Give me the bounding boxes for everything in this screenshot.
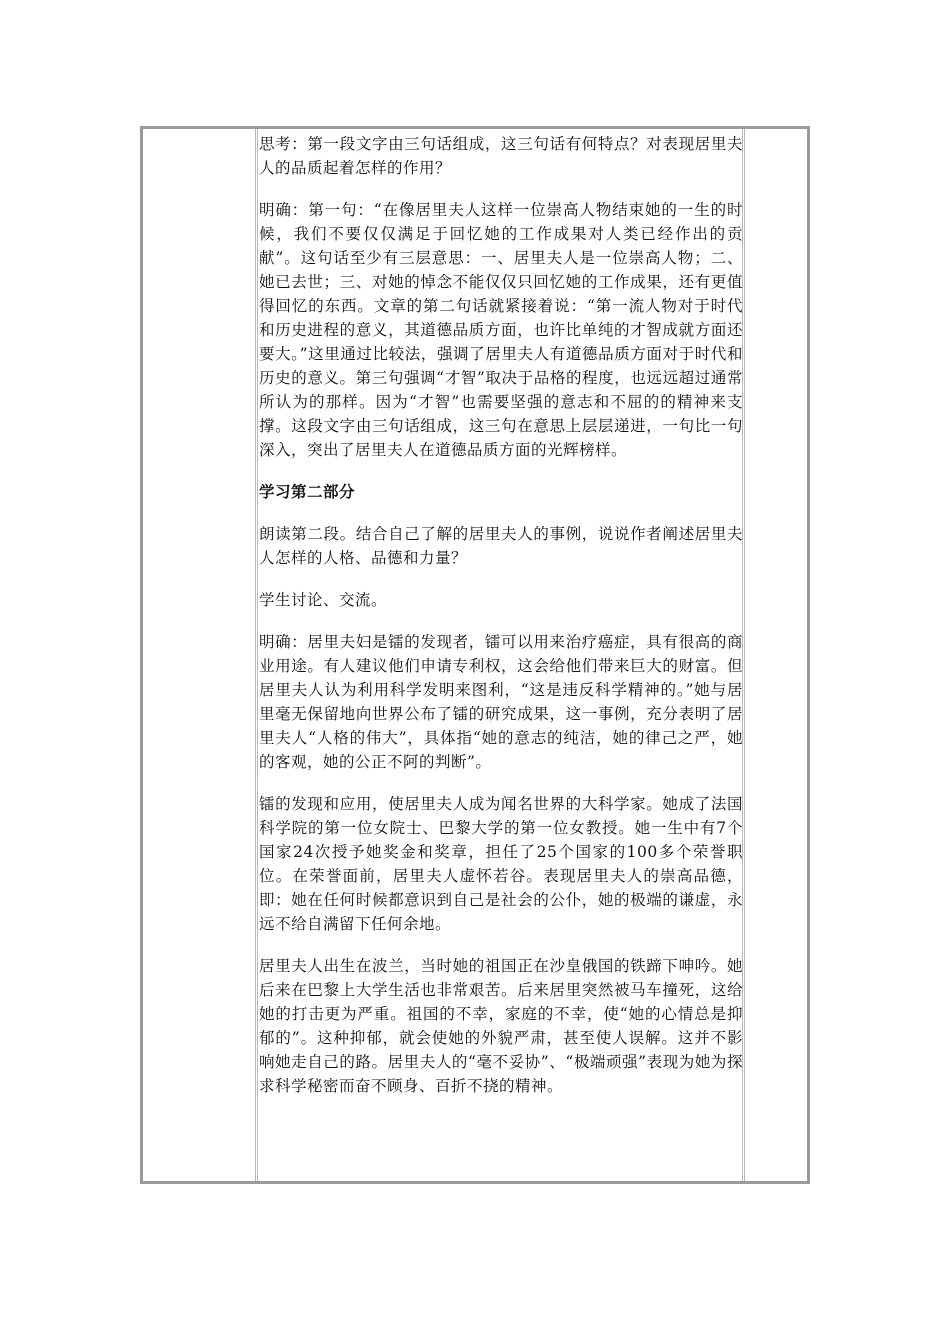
paragraph-honors: 镭的发现和应用，使居里夫人成为闻名世界的大科学家。她成了法国科学院的第一位女院士、巴黎大学的第一位女教授。她一生中有7个国家24次授予她奖金和奖章，担任了25个国家的100多个荣誉职位。在荣誉面前，居里夫人虚怀若谷。表现居里夫人的崇高品德，即：她在任何时候都意识到自己是社会的公仆，她的极端的谦虚，永远不给自满留下任何余地。 bbox=[259, 795, 743, 933]
table-left-column bbox=[143, 129, 256, 1181]
paragraph-hardship: 居里夫人出生在波兰，当时她的祖国正在沙皇俄国的铁蹄下呻吟。她后来在巴黎上大学生活也非常艰苦。后来居里突然被马车撞死，这给她的打击更为严重。祖国的不幸，家庭的不幸，使“她的心情总是抑郁的”。这种抑郁，就会使她的外貌严肃，甚至使人误解。这并不影响她走自己的路。居里夫人的“毫不妥协”、“极端顽强”表现为她为探求科学秘密而奋不顾身、百折不挠的精神。 bbox=[259, 957, 743, 1095]
section-heading: 学习第二部分 bbox=[259, 482, 356, 501]
document-table bbox=[140, 126, 810, 1184]
paragraph-reading-task: 朗读第二段。结合自己了解的居里夫人的事例，说说作者阐述居里夫人怎样的人格、品德和力量？ bbox=[259, 525, 743, 567]
paragraph-first-analysis: 明确：第一句：“在像居里夫人这样一位崇高人物结束她的一生的时候，我们不要仅仅满足于回忆她的工作成果对人类已经作出的贡献”。这句话至少有三层意思：一、居里夫人是一位崇高人物；二、她已去世；三、对她的悼念不能仅仅只回忆她的工作成果，还有更值得回忆的东西。文章的第二句话就紧接着说：“第一流人物对于时代和历史进程的意义，其道德品质方面，也许比单纯的才智成就方面还要大。”这里通过比较法，强调了居里夫人有道德品质方面对于时代和历史的意义。第三句强调“才智”取决于品格的程度，也远远超过通常所认为的那样。因为“才智”也需要坚强的意志和不屈的的精神来支撑。这段文字由三句话组成，这三句在意思上层层递进，一句比一句深入，突出了居里夫人在道德品质方面的光辉榜样。 bbox=[259, 201, 743, 459]
lesson-content bbox=[259, 132, 743, 1116]
table-right-column bbox=[745, 129, 807, 1181]
paragraph-radium-discovery: 明确：居里夫妇是镭的发现者，镭可以用来治疗癌症，具有很高的商业用途。有人建议他们申请专利权，这会给他们带来巨大的财富。但居里夫人认为利用科学发明来图利，“这是违反科学精神的。”她与居里毫无保留地向世界公布了镭的研究成果，这一事例，充分表明了居里夫人“人格的伟大”，具体指“她的意志的纯洁，她的律己之严，她的客观，她的公正不阿的判断”。 bbox=[259, 633, 743, 771]
paragraph-thinking-question: 思考：第一段文字由三句话组成，这三句话有何特点？对表现居里夫人的品质起着怎样的作用？ bbox=[259, 135, 743, 177]
paragraph-discussion: 学生讨论、交流。 bbox=[259, 591, 388, 609]
